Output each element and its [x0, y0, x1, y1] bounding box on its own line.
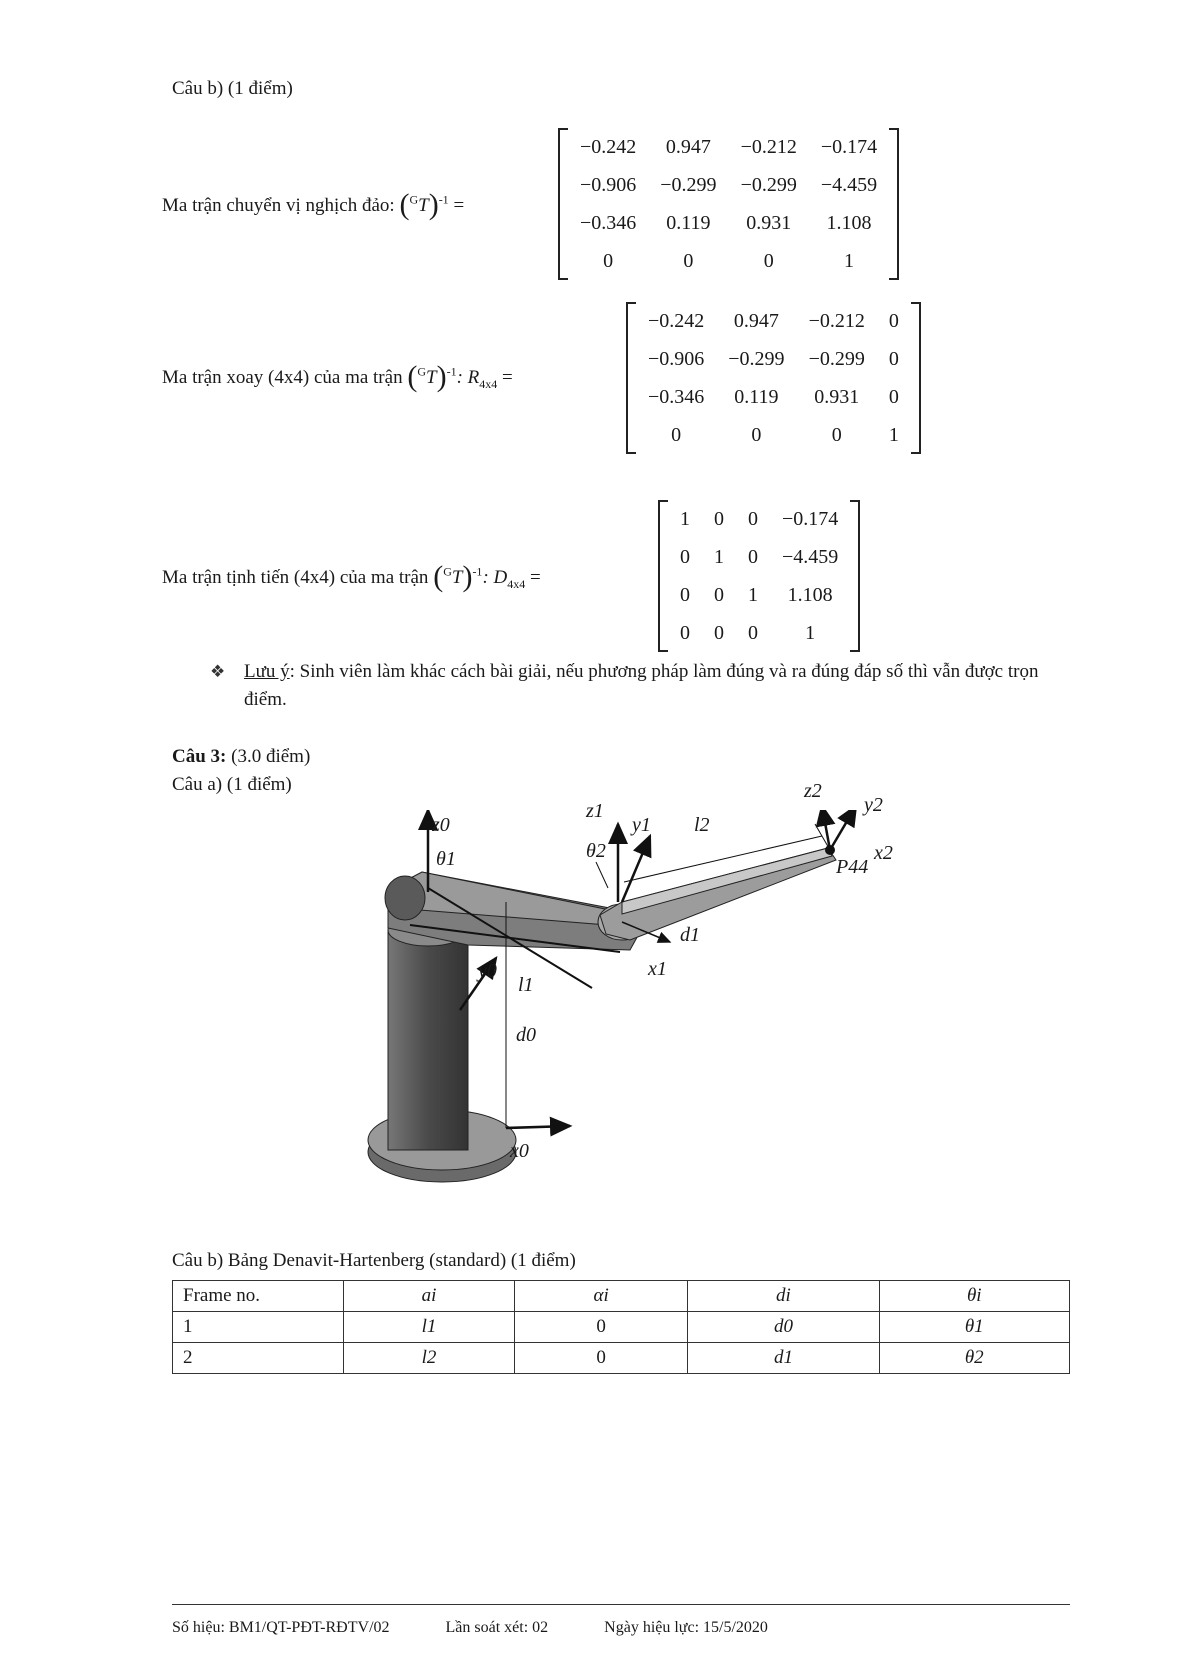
rotation-matrix-label-row: Ma trận xoay (4x4) của ma trận $(^GT)^{-1}$: $R_{4x4}$ =: [162, 360, 513, 393]
inverse-matrix-label: Ma trận chuyển vị nghịch đảo:: [162, 195, 395, 216]
rotation-matrix: [626, 302, 921, 454]
label-d1: d1: [680, 924, 700, 946]
translation-matrix: [658, 500, 860, 652]
table-header-row: [173, 1281, 1070, 1312]
footer-revision: Lần soát xét: 02: [445, 1619, 549, 1636]
part-b-title: Câu b) (1 điểm): [172, 78, 293, 99]
label-z0: z0: [432, 814, 450, 836]
inverse-matrix-label-row: Ma trận chuyển vị nghịch đảo: $(^GT)^{-1}$ =: [162, 188, 465, 221]
matrix-row: 0 0 0 1: [671, 423, 899, 446]
label-x2: x2: [874, 842, 893, 864]
dh-table-caption: Câu b) Bảng Denavit-Hartenberg (standard) (1 điểm): [172, 1250, 576, 1271]
footer-code: Số hiệu: BM1/QT-PĐT-RĐTV/02: [172, 1619, 390, 1636]
label-x1: x1: [648, 958, 667, 980]
label-y2: y2: [864, 794, 883, 816]
matrix-row: −0.346 0.119 0.931 1.108: [580, 211, 872, 234]
label-z2: z2: [804, 780, 822, 802]
header-frame-no: Frame no.: [173, 1281, 344, 1312]
robot-column: [388, 930, 468, 1150]
dh-table: [172, 1280, 1070, 1374]
label-theta1: θ1: [436, 848, 456, 870]
matrix-row: −0.906 −0.299 −0.299 0: [648, 347, 899, 370]
inverse-matrix: [558, 128, 899, 280]
translation-matrix-label-row: Ma trận tịnh tiến (4x4) của ma trận $(^GT)^{-1}$: $D_{4x4}$ =: [162, 560, 541, 593]
question3-part-a: Câu a) (1 điểm): [172, 774, 292, 795]
label-y0: y0: [478, 960, 497, 982]
question3-title: Câu 3:: [172, 746, 227, 767]
matrix-row: 0 0 0 1: [603, 249, 854, 272]
question3-title-row: [172, 746, 310, 768]
label-y1: y1: [632, 814, 651, 836]
page-footer: [172, 1604, 1070, 1637]
translation-matrix-label: Ma trận tịnh tiến (4x4) của ma trận: [162, 567, 429, 588]
label-z1: z1: [586, 800, 604, 822]
label-d0: d0: [516, 1024, 536, 1046]
footer-effective-date: Ngày hiệu lực: 15/5/2020: [604, 1619, 768, 1636]
header-d: di: [688, 1281, 879, 1312]
note-text: : Sinh viên làm khác cách bài giải, nếu phương pháp làm đúng và ra đúng đáp số thì vẫn được trọn điểm.: [244, 661, 1039, 710]
matrix-row: 0 0 0 1: [680, 621, 816, 644]
label-x0: x0: [510, 1140, 529, 1162]
matrix-row: −0.242 0.947 −0.212 −0.174: [580, 135, 878, 158]
label-l2: l2: [694, 814, 710, 836]
header-theta: θi: [879, 1281, 1069, 1312]
matrix-row: −0.906 −0.299 −0.299 −4.459: [580, 173, 878, 196]
label-l1: l1: [518, 974, 534, 996]
table-row: 2 l2 0 d1 θ2: [173, 1343, 1070, 1374]
matrix-row: 1 0 0 −0.174: [680, 507, 839, 530]
question3-points: (3.0 điểm): [231, 746, 311, 767]
note-block: [210, 658, 1080, 714]
label-p44: P44: [836, 856, 869, 878]
note-prefix: Lưu ý: [244, 661, 290, 682]
header-a: ai: [344, 1281, 515, 1312]
header-alpha: αi: [515, 1281, 688, 1312]
matrix-row: −0.346 0.119 0.931 0: [648, 385, 899, 408]
rotation-matrix-label: Ma trận xoay (4x4) của ma trận: [162, 367, 403, 388]
matrix-row: 0 1 0 −4.459: [680, 545, 839, 568]
matrix-row: 0 0 1 1.108: [680, 583, 833, 606]
label-theta2: θ2: [586, 840, 606, 862]
table-row: 1 l1 0 d0 θ1: [173, 1312, 1070, 1343]
matrix-row: −0.242 0.947 −0.212 0: [648, 309, 899, 332]
diamond-bullet-icon: ❖: [210, 662, 226, 681]
